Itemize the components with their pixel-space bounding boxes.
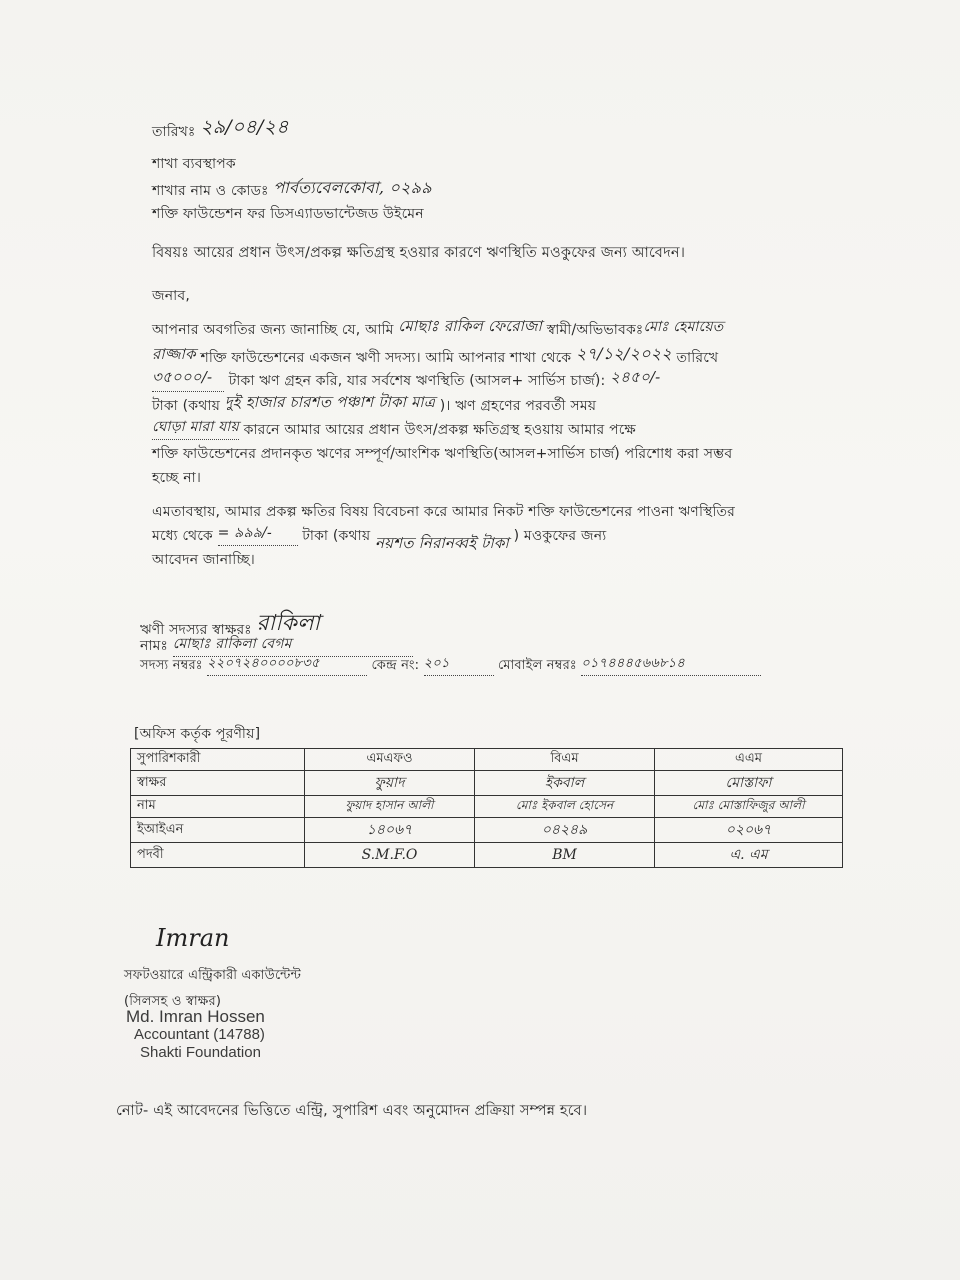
table-cell: এ. এম <box>655 843 843 868</box>
body-l3-a: টাকা ঋণ গ্রহন করি, যার সর্বশেষ ঋণস্থিতি (আসল+ সার্ভিস চার্জ): <box>228 373 606 389</box>
balance-handwritten: ২৪৫০/- <box>610 368 661 386</box>
subject: বিষয়ঃ আয়ের প্রধান উৎস/প্রকল্প ক্ষতিগ্রস্থ হওয়ার কারণে ঋণস্থিতি মওকুফের জন্য আবেদন। <box>152 245 686 261</box>
body-l1-b: স্বামী/অভিভাবকঃ <box>546 322 644 338</box>
body-l2-b: তারিখে <box>676 350 719 366</box>
branch-label: শাখার নাম ও কোডঃ <box>152 183 269 199</box>
loss-reason-handwritten: ঘোড়া মারা যায় <box>152 415 239 440</box>
body-line-7: হচ্ছে না। <box>152 470 202 486</box>
table-cell: মোঃ ইকবাল হোসেন <box>475 796 655 818</box>
member-no-label: সদস্য নম্বরঃ <box>140 658 203 673</box>
accountant-signature: Imran <box>156 924 230 952</box>
loan-amount-handwritten: ৩৫০০০/- <box>152 366 224 392</box>
member-signature: রাকিলা <box>256 611 321 636</box>
table-cell: S.M.F.O <box>305 843 475 868</box>
body-line-2 <box>152 344 718 371</box>
guardian-handwritten: মোঃ হেমায়েত <box>643 319 724 335</box>
body-line-3 <box>152 369 660 395</box>
table-header-cell: সুপারিশকারী <box>131 749 305 771</box>
seal-note: (সিলসহ ও স্বাক্ষর) <box>124 994 222 1009</box>
accountant-stamp <box>126 1008 265 1062</box>
recommendation-table <box>130 748 843 868</box>
office-use-label: [অফিস কর্তৃক পূরণীয়] <box>134 726 261 742</box>
table-header-cell: এএম <box>655 749 843 771</box>
para2-line-1: এমতাবস্থায়, আমার প্রকল্প ক্ষতির বিষয় বিবেচনা করে আমার নিকট শক্তি ফাউন্ডেশনের পাওনা ঋণস্থিতির <box>152 504 736 520</box>
para2-l2-b: টাকা (কথায় <box>302 528 371 544</box>
branch-value: পার্বত্যবেলকোবা, ০২৯৯ <box>273 178 432 197</box>
table-header-cell: এমএফও <box>305 749 475 771</box>
recipient: শাখা ব্যবস্থাপক <box>152 156 236 172</box>
mobile-value: ০১৭৪৪৪৫৬৬৮১৪ <box>581 654 761 676</box>
footer-note: নোট- এই আবেদনের ভিত্তিতে এন্ট্রি, সুপারিশ এবং অনুমোদন প্রক্রিয়া সম্পন্ন হবে। <box>116 1103 588 1119</box>
row-label: ইআইএন <box>131 818 305 843</box>
table-row <box>131 818 843 843</box>
table-cell: ফুয়াদ <box>305 771 475 796</box>
stamp-title: Accountant (14788) <box>134 1026 265 1043</box>
table-cell: ১৪০৬৭ <box>305 818 475 843</box>
table-cell: মোঃ মোস্তাফিজুর আলী <box>655 796 843 818</box>
body-l4-b: )। ঋণ গ্রহণের পরবর্তী সময় <box>439 398 597 414</box>
member-name-handwritten: মোছাঃ রাকিল ফেরোজা <box>398 317 543 335</box>
table-cell: ০২০৬৭ <box>655 818 843 843</box>
table-cell: ০৪২৪৯ <box>475 818 655 843</box>
row-label: পদবী <box>131 843 305 868</box>
center-value: ২০১ <box>424 654 494 676</box>
para2-l2-a: মধ্যে থেকে <box>152 528 213 544</box>
balance-in-words-handwritten: দুই হাজার চারশত পঞ্চাশ টাকা মাত্র <box>224 393 436 411</box>
center-label: কেন্দ্র নং: <box>371 658 420 673</box>
table-row <box>131 771 843 796</box>
para2-line-2 <box>152 524 607 552</box>
body-l4-a: টাকা (কথায় <box>152 398 221 414</box>
table-header-cell: বিএম <box>475 749 655 771</box>
table-row <box>131 796 843 818</box>
org-line: শক্তি ফাউন্ডেশন ফর ডিসএ্যাডভান্টেজড উইমেন <box>152 206 424 222</box>
loan-date-handwritten: ২৭/১২/২০২২ <box>575 344 672 363</box>
table-cell: মোস্তাফা <box>655 771 843 796</box>
date-line <box>152 116 289 148</box>
body-l2-a: শক্তি ফাউন্ডেশনের একজন ঋণী সদস্য। আমি আপনার শাখা থেকে <box>200 350 572 366</box>
waiver-in-words-handwritten: নয়শত নিরানব্বই টাকা <box>374 534 509 552</box>
member-no-value: ২২০৭২৪০০০০৮৩৫ <box>207 654 367 676</box>
stamp-name: Md. Imran Hossen <box>126 1007 265 1026</box>
member-name-label: নামঃ <box>140 638 169 654</box>
member-numbers-line <box>140 656 761 678</box>
guardian-surname-handwritten: রাজ্জাক <box>152 345 196 363</box>
body-l1-a: আপনার অবগতির জন্য জানাচ্ছি যে, আমি <box>152 322 394 338</box>
date-value: ২৯/০৪/২৪ <box>200 116 289 138</box>
table-row <box>131 843 843 868</box>
body-line-5 <box>152 418 636 443</box>
table-cell: ইকবাল <box>475 771 655 796</box>
body-line-6: শক্তি ফাউন্ডেশনের প্রদানকৃত ঋণের সম্পূর্ণ/আংশিক ঋণস্থিতি(আসল+সার্ভিস চার্জ) পরিশোধ করা সম্ভব <box>152 446 733 462</box>
member-name-value: মোছাঃ রাকিলা বেগম <box>173 632 413 657</box>
body-line-1 <box>152 318 723 343</box>
mobile-label: মোবাইল নম্বরঃ <box>497 658 577 673</box>
row-label: নাম <box>131 796 305 818</box>
waiver-amount-handwritten: = ৯৯৯/- <box>218 521 298 546</box>
salutation: জনাব, <box>152 288 190 304</box>
para2-line-3: আবেদন জানাচ্ছি। <box>152 552 255 568</box>
accountant-role: সফটওয়ারে এন্ট্রিকারী একাউন্টেন্ট <box>124 968 302 983</box>
member-sig-label: ঋণী সদস্যর স্বাক্ষরঃ <box>140 622 252 638</box>
row-label: স্বাক্ষর <box>131 771 305 796</box>
para2-l2-c: ) মওকুফের জন্য <box>513 528 607 544</box>
branch-line <box>152 177 432 204</box>
stamp-org: Shakti Foundation <box>140 1044 261 1061</box>
table-cell: ফুয়াদ হাসান আলী <box>305 796 475 818</box>
table-cell: BM <box>475 843 655 868</box>
table-header-row <box>131 749 843 771</box>
body-l5-a: কারনে আমার আয়ের প্রধান উৎস/প্রকল্প ক্ষতিগ্রস্থ হওয়ায় আমার পক্ষে <box>243 422 636 438</box>
date-label: তারিখঃ <box>152 124 196 140</box>
